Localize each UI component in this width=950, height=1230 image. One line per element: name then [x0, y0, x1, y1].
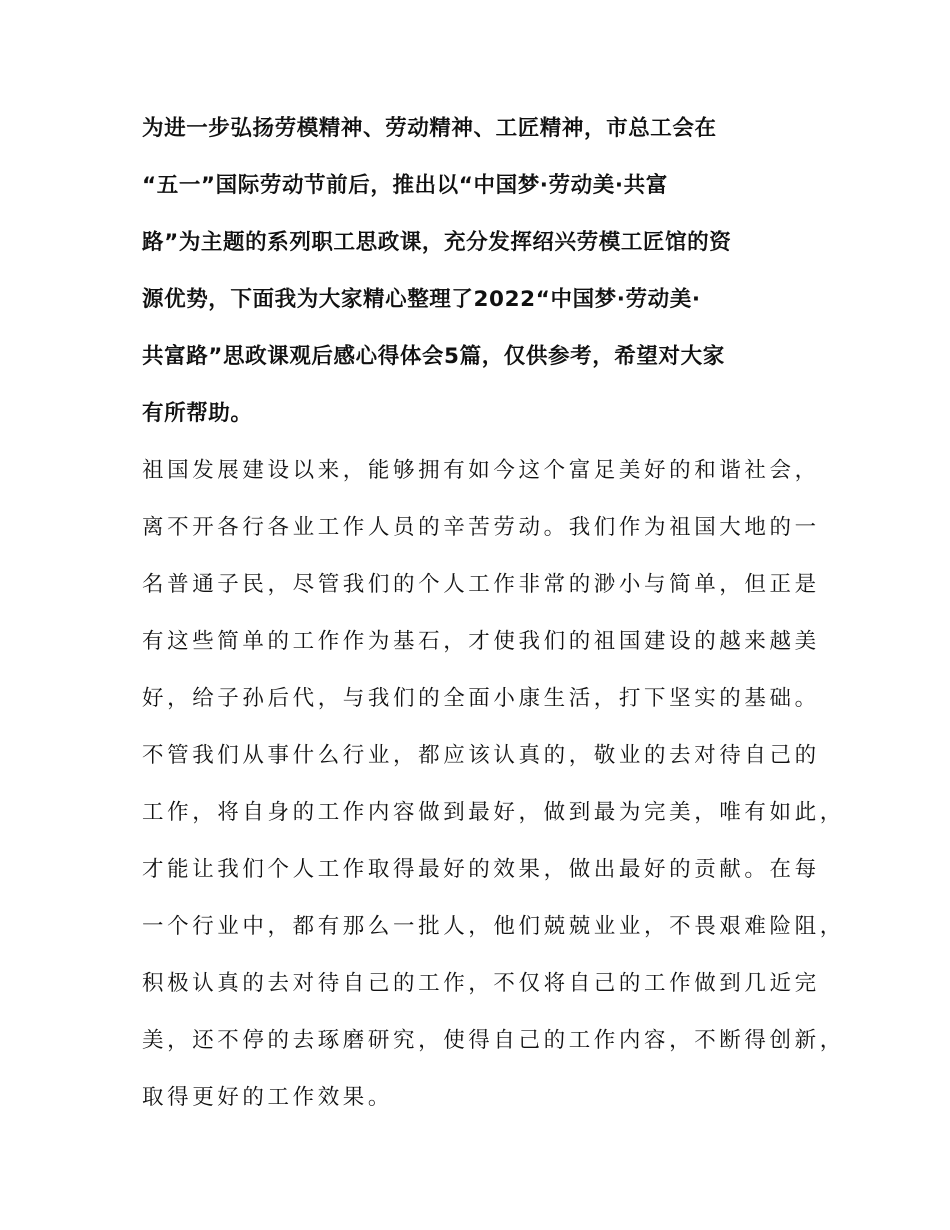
body-line: 好，给子孙后代，与我们的全面小康生活，打下坚实的基础。 [142, 686, 820, 711]
body-line: 才能让我们个人工作取得最好的效果，做出最好的贡献。在每 [142, 857, 820, 882]
intro-line: 有所帮助。 [142, 401, 253, 426]
body-line: 离不开各行各业工作人员的辛苦劳动。我们作为祖国大地的一 [142, 515, 820, 540]
intro-line: “五一”国际劳动节前后，推出以“中国梦·劳动美·共富 [142, 173, 668, 198]
intro-line: 源优势，下面我为大家精心整理了2022“中国梦·劳动美· [142, 287, 701, 312]
body-line: 祖国发展建设以来，能够拥有如今这个富足美好的和谐社会， [142, 458, 820, 483]
body-line: 积极认真的去对待自己的工作，不仅将自己的工作做到几近完 [142, 971, 820, 996]
intro-line: 为进一步弘扬劳模精神、劳动精神、工匠精神，市总工会在 [142, 116, 717, 141]
body-line: 一个行业中，都有那么一批人，他们兢兢业业，不畏艰难险阻， [142, 914, 845, 939]
intro-line: 共富路”思政课观后感心得体会5篇，仅供参考，希望对大家 [142, 344, 725, 369]
body-line: 工作，将自身的工作内容做到最好，做到最为完美，唯有如此， [142, 800, 845, 825]
body-line: 不管我们从事什么行业，都应该认真的，敬业的去对待自己的 [142, 743, 820, 768]
body-line: 有这些简单的工作作为基石，才使我们的祖国建设的越来越美 [142, 629, 820, 654]
body-line: 取得更好的工作效果。 [142, 1085, 394, 1110]
body-line: 美，还不停的去琢磨研究，使得自己的工作内容，不断得创新， [142, 1028, 845, 1053]
body-line: 名普通子民，尽管我们的个人工作非常的渺小与简单，但正是 [142, 572, 820, 597]
intro-line: 路”为主题的系列职工思政课，充分发挥绍兴劳模工匠馆的资 [142, 230, 732, 255]
